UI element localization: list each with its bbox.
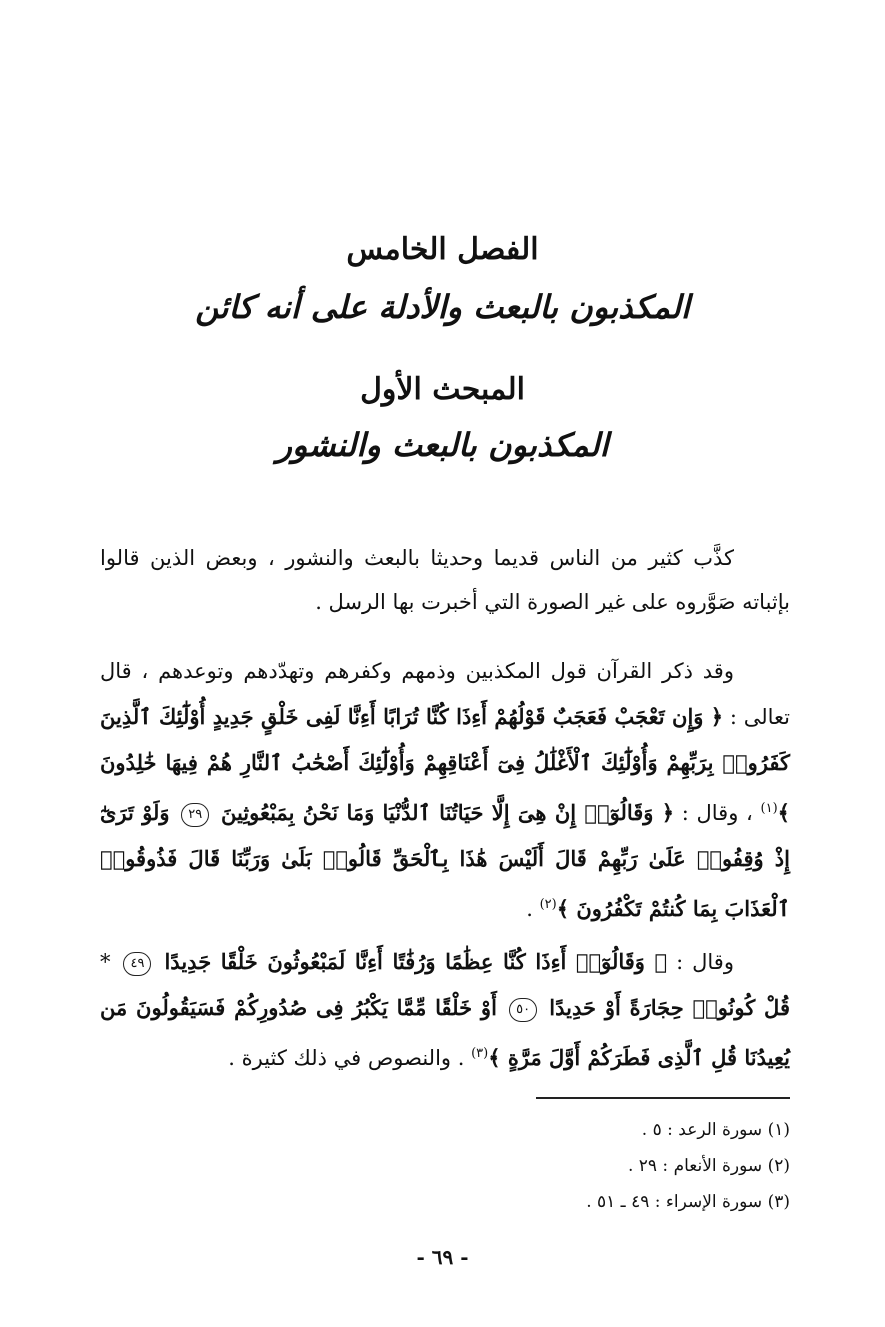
footnote-ref-3: (٣) xyxy=(471,1046,489,1061)
footnotes xyxy=(100,1112,790,1220)
section-title: المكذبون بالبعث والنشور xyxy=(276,426,609,464)
quran-verse-2a: ﴿ وَقَالُوٓا۟ إِنْ هِىَ إِلَّا حَيَاتُنَا ٱلدُّنْيَا وَمَا نَحْنُ بِمَبْعُوثِينَ xyxy=(220,800,675,825)
footnote-ref-2: (٢) xyxy=(539,897,557,912)
quran-verse-2b: وَلَوْ تَرَىٰٓ إِذْ وُقِفُوا۟ عَلَىٰ رَبِّهِمْ قَالَ أَلَيْسَ هَٰذَا بِٱلْحَقِّ قَالُوا۟ بَلَىٰ وَرَبِّنَا قَالَ فَذُوقُوا۟ ٱلْعَذَابَ بِمَا كُنتُمْ تَكْفُرُونَ ﴾ xyxy=(100,800,790,921)
paragraph-2-mid: ، وقال : xyxy=(681,801,753,825)
verse-separator-star: * xyxy=(100,950,111,974)
ayah-number-49: ٤٩ xyxy=(123,952,151,976)
paragraph-2-intro: وقد ذكر القرآن قول المكذبين وذمهم وكفرهم وتهدّدهم وتوعدهم ، قال تعالى : xyxy=(100,659,790,729)
footnote-2: (٢) سورة الأنعام : ٢٩ . xyxy=(627,1156,790,1176)
quran-verse-3b: قُلْ كُونُوا۟ حِجَارَةً أَوْ حَدِيدًا xyxy=(549,995,790,1020)
quran-verse-3c: أَوْ خَلْقًا مِّمَّا يَكْبُرُ فِى صُدُورِكُمْ فَسَيَقُولُونَ مَن يُعِيدُنَا قُلِ ٱلَّذِى فَطَرَكُمْ أَوَّلَ مَرَّةٍ ﴾ xyxy=(100,995,790,1070)
footnote-ref-1: (١) xyxy=(760,801,778,816)
paragraph-1: كذَّب كثير من الناس قديما وحديثا بالبعث والنشور ، وبعض الذين قالوا بإثباته صَوَّروه على غير الصورة التي أخبرت بها الرسل . xyxy=(100,546,790,614)
chapter-label: الفصل الخامس xyxy=(346,232,539,267)
paragraph-3-end: . والنصوص في ذلك كثيرة . xyxy=(228,1046,465,1070)
paragraph-2 xyxy=(100,649,790,932)
paragraph-3-intro: وقال : xyxy=(676,950,734,974)
quran-verse-1: ﴿ وَإِن تَعْجَبْ فَعَجَبٌ قَوْلُهُمْ أَءِذَا كُنَّا تُرَابًا أَءِنَّا لَفِى خَلْقٍ جَدِيدٍ أُوْلَٰٓئِكَ ٱلَّذِينَ كَفَرُوا۟ بِرَبِّهِمْ وَأُوْلَٰٓئِكَ ٱلْأَغْلَٰلُ فِىٓ أَعْنَاقِهِمْ وَأُوْلَٰٓئِكَ أَصْحَٰبُ ٱلنَّارِ هُمْ فِيهَا خَٰلِدُونَ ﴾ xyxy=(100,704,790,825)
footnote-1: (١) سورة الرعد : ٥ . xyxy=(641,1120,790,1140)
quran-verse-3a: ﴿ وَقَالُوٓا۟ أَءِذَا كُنَّا عِظَٰمًا وَرُفَٰتًا أَءِنَّا لَمَبْعُوثُونَ خَلْقًا جَدِيدًا xyxy=(164,949,668,974)
paragraph-2-end: . xyxy=(526,897,533,921)
footnote-3: (٣) سورة الإسراء : ٤٩ ـ ٥١ . xyxy=(586,1192,790,1212)
chapter-title: المكذبون بالبعث والأدلة على أنه كائن xyxy=(195,288,690,326)
ayah-number-29: ٢٩ xyxy=(181,803,209,827)
footnote-divider xyxy=(536,1097,790,1099)
paragraph-3 xyxy=(100,939,790,1081)
page-number: - ٦٩ - xyxy=(416,1245,469,1269)
ayah-number-50: ٥٠ xyxy=(509,998,537,1022)
section-label: المبحث الأول xyxy=(360,372,525,407)
